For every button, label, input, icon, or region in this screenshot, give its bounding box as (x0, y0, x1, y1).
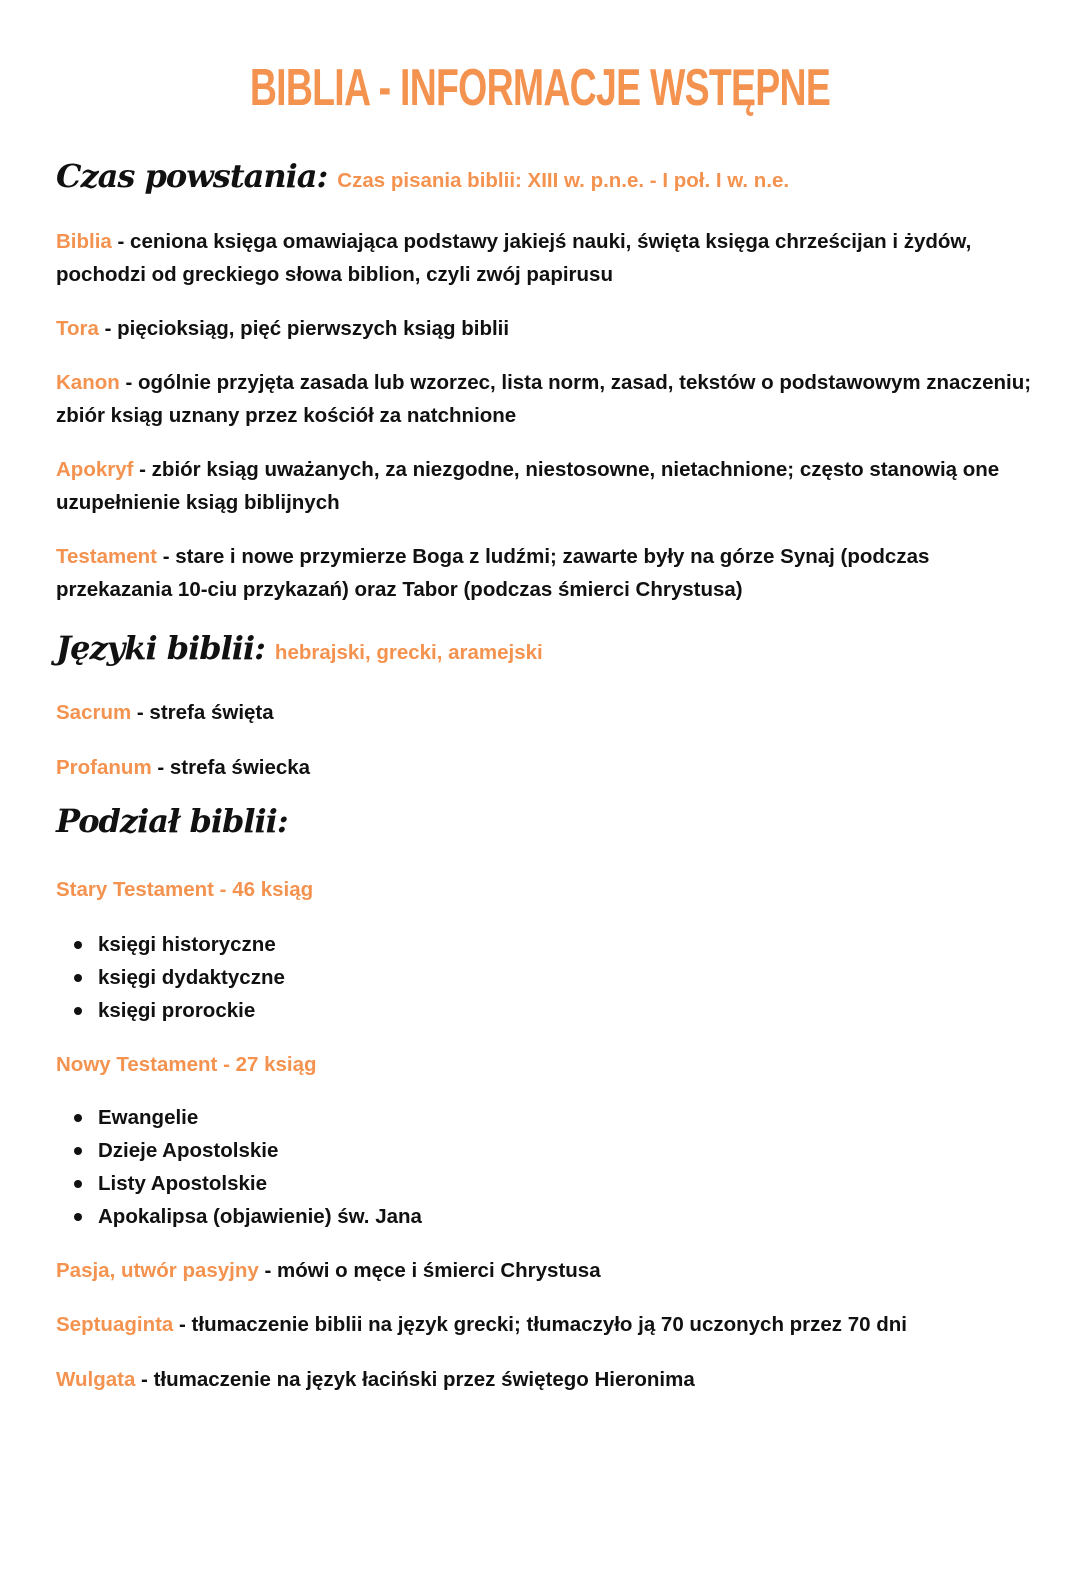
podzial-section (56, 802, 1046, 842)
description: - tłumaczenie na język łaciński przez świętego Hieronima (135, 1368, 695, 1391)
definition-tora (56, 312, 1046, 345)
list-item: księgi dydaktyczne (56, 961, 1046, 994)
stary-testament-list (56, 928, 1046, 1027)
description: - strefa świecka (157, 756, 311, 779)
nowy-testament-label: Nowy Testament - 27 ksiąg (56, 1053, 317, 1076)
section-heading: Podział biblii: (56, 802, 288, 840)
term: Testament (56, 545, 158, 568)
term: Profanum (56, 756, 158, 779)
list-item: Apokalipsa (objawienie) św. Jana (56, 1200, 1046, 1233)
definition-apokryf (56, 453, 1046, 519)
description: - ogólnie przyjęta zasada lub wzorzec, lista norm, zasad, tekstów o podstawowym znaczeniu; zbiór ksiąg uznany przez kościół za natchnione (56, 371, 1032, 427)
description: - strefa święta (131, 701, 274, 724)
description: - ceniona księga omawiająca podstawy jakiejś nauki, święta księga chrześcijan i żydów, pochodzi od greckiego słowa biblion, czyli zwój papirusu (56, 230, 972, 286)
stary-testament-label: Stary Testament - 46 ksiąg (56, 878, 314, 901)
list-item: Ewangelie (56, 1101, 1046, 1134)
term: Septuaginta (56, 1313, 174, 1336)
description: - stare i nowe przymierze Boga z ludźmi; zawarte były na górze Synaj (podczas przekazania 10-ciu przykazań) oraz Tabor (podczas śmierci Chrystusa) (56, 545, 930, 601)
definition-biblia (56, 225, 1046, 291)
czas-section (56, 157, 1046, 197)
term: Biblia (56, 230, 112, 253)
list-item: księgi historyczne (56, 928, 1046, 961)
term: Tora (56, 317, 99, 340)
definition-profanum (56, 751, 1046, 784)
definition-testament (56, 540, 1046, 606)
nowy-testament-list (56, 1101, 1046, 1233)
term: Wulgata (56, 1368, 136, 1391)
section-subtext: hebrajski, grecki, aramejski (274, 641, 543, 664)
term: Sacrum (56, 701, 132, 724)
description: - zbiór ksiąg uważanych, za niezgodne, niestosowne, nietachnione; często stanowią one uzupełnienie ksiąg biblijnych (56, 458, 1000, 514)
definition-kanon (56, 366, 1046, 432)
term: Kanon (56, 371, 120, 394)
jezyki-section (56, 629, 1046, 669)
definition-septuaginta (56, 1308, 1046, 1341)
list-item: księgi prorockie (56, 994, 1046, 1027)
definition-sacrum (56, 696, 1046, 729)
page-title: BIBLIA - INFORMACJE WSTĘPNE (249, 59, 831, 117)
description: - tłumaczenie biblii na język grecki; tłumaczyło ją 70 uczonych przez 70 dni (173, 1313, 907, 1336)
section-subtext: Czas pisania biblii: XIII w. p.n.e. - I poł. I w. n.e. (337, 169, 790, 192)
description: - mówi o męce i śmierci Chrystusa (258, 1259, 601, 1282)
term: Apokryf (56, 458, 134, 481)
list-item: Dzieje Apostolskie (56, 1134, 1046, 1167)
definition-wulgata (56, 1363, 1046, 1396)
definition-pasja (56, 1254, 1046, 1287)
section-heading: Języki biblii: (56, 629, 265, 667)
term: Pasja, utwór pasyjny (56, 1259, 259, 1282)
description: - pięcioksiąg, pięć pierwszych ksiąg biblii (98, 317, 510, 340)
list-item: Listy Apostolskie (56, 1167, 1046, 1200)
section-heading: Czas powstania: (56, 157, 328, 195)
